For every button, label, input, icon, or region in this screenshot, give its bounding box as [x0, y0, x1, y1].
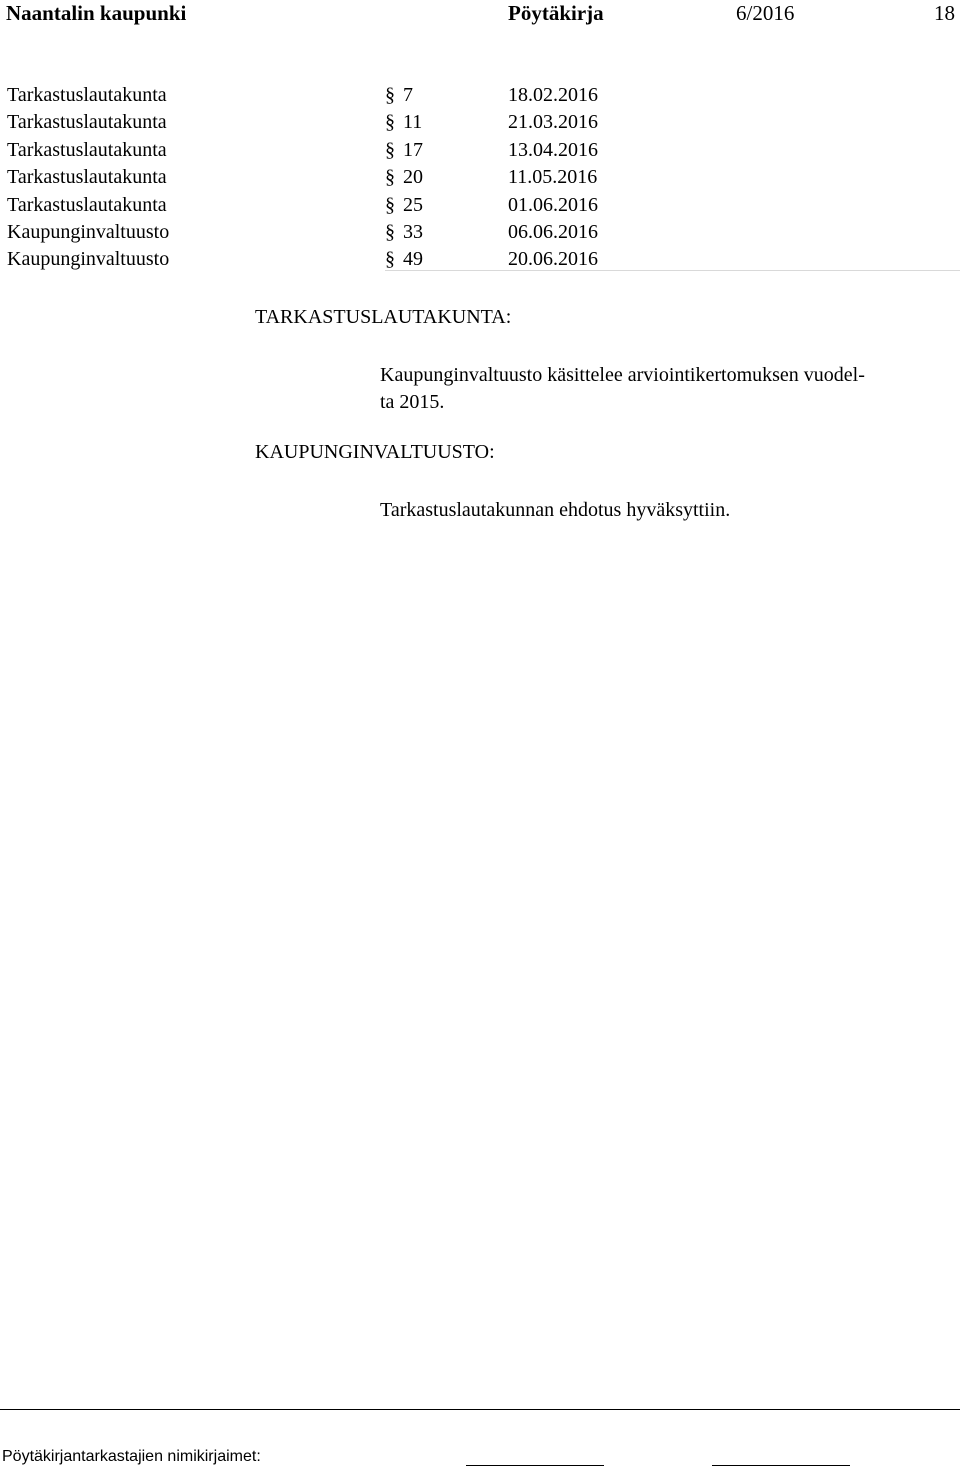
section-body-tarkastuslautakunta — [380, 362, 865, 416]
handling-body: Tarkastuslautakunta — [7, 138, 167, 161]
handling-body: Tarkastuslautakunta — [7, 166, 167, 189]
section-sign: § — [385, 111, 395, 134]
initials-line-1 — [466, 1465, 604, 1466]
handling-body: Tarkastuslautakunta — [7, 84, 167, 106]
body-line: Kaupunginvaltuusto käsittelee arviointikertomuksen vuodel- — [380, 364, 865, 386]
handling-date: 13.04.2016 — [508, 138, 598, 161]
section-sign: § — [385, 248, 395, 271]
handling-date: 06.06.2016 — [508, 220, 598, 243]
section-number: 20 — [403, 166, 423, 189]
handling-row — [0, 164, 960, 191]
initials-line-2 — [712, 1465, 850, 1466]
handling-row — [0, 192, 960, 219]
section-number: 17 — [403, 138, 423, 161]
handling-date: 21.03.2016 — [508, 111, 598, 134]
handling-date: 11.05.2016 — [508, 166, 598, 189]
section-heading-kaupunginvaltuusto: KAUPUNGINVALTUUSTO: — [255, 441, 495, 463]
page-number: 18 — [934, 1, 955, 25]
handling-body: Tarkastuslautakunta — [7, 193, 167, 216]
handling-section — [385, 137, 423, 164]
section-sign: § — [385, 166, 395, 189]
handling-section — [385, 82, 413, 109]
handling-body: Kaupunginvaltuusto — [7, 248, 170, 271]
section-number: 11 — [403, 111, 423, 134]
handling-body: Kaupunginvaltuusto — [7, 220, 170, 243]
reviewer-initials-label: Pöytäkirjantarkastajien nimikirjaimet: — [2, 1448, 261, 1465]
handling-history — [0, 82, 960, 274]
section-number: 33 — [403, 220, 423, 243]
body-line: Tarkastuslautakunnan ehdotus hyväksyttiin. — [380, 499, 731, 521]
document-type: Pöytäkirja — [508, 1, 604, 25]
handling-section — [385, 192, 423, 219]
handling-divider — [385, 270, 960, 271]
body-line: ta 2015. — [380, 391, 445, 413]
page-header — [0, 0, 960, 28]
section-number: 25 — [403, 193, 423, 216]
handling-row — [0, 219, 960, 246]
handling-row — [0, 137, 960, 164]
handling-row — [0, 109, 960, 136]
handling-section — [385, 164, 423, 191]
handling-date: 18.02.2016 — [508, 84, 598, 106]
section-number: 7 — [403, 84, 413, 106]
handling-section — [385, 109, 422, 136]
handling-date: 01.06.2016 — [508, 193, 598, 216]
section-sign: § — [385, 220, 395, 243]
organization-name: Naantalin kaupunki — [6, 1, 187, 25]
section-body-kaupunginvaltuusto — [380, 497, 730, 524]
handling-body: Tarkastuslautakunta — [7, 111, 167, 134]
section-number: 49 — [403, 248, 423, 271]
handling-row — [0, 82, 960, 109]
handling-date: 20.06.2016 — [508, 248, 598, 271]
section-sign: § — [385, 138, 395, 161]
section-sign: § — [385, 193, 395, 216]
footer-divider — [0, 1409, 960, 1410]
document-number: 6/2016 — [736, 1, 795, 25]
section-sign: § — [385, 84, 395, 106]
section-heading-tarkastuslautakunta: TARKASTUSLAUTAKUNTA: — [255, 306, 512, 328]
handling-section — [385, 219, 423, 246]
